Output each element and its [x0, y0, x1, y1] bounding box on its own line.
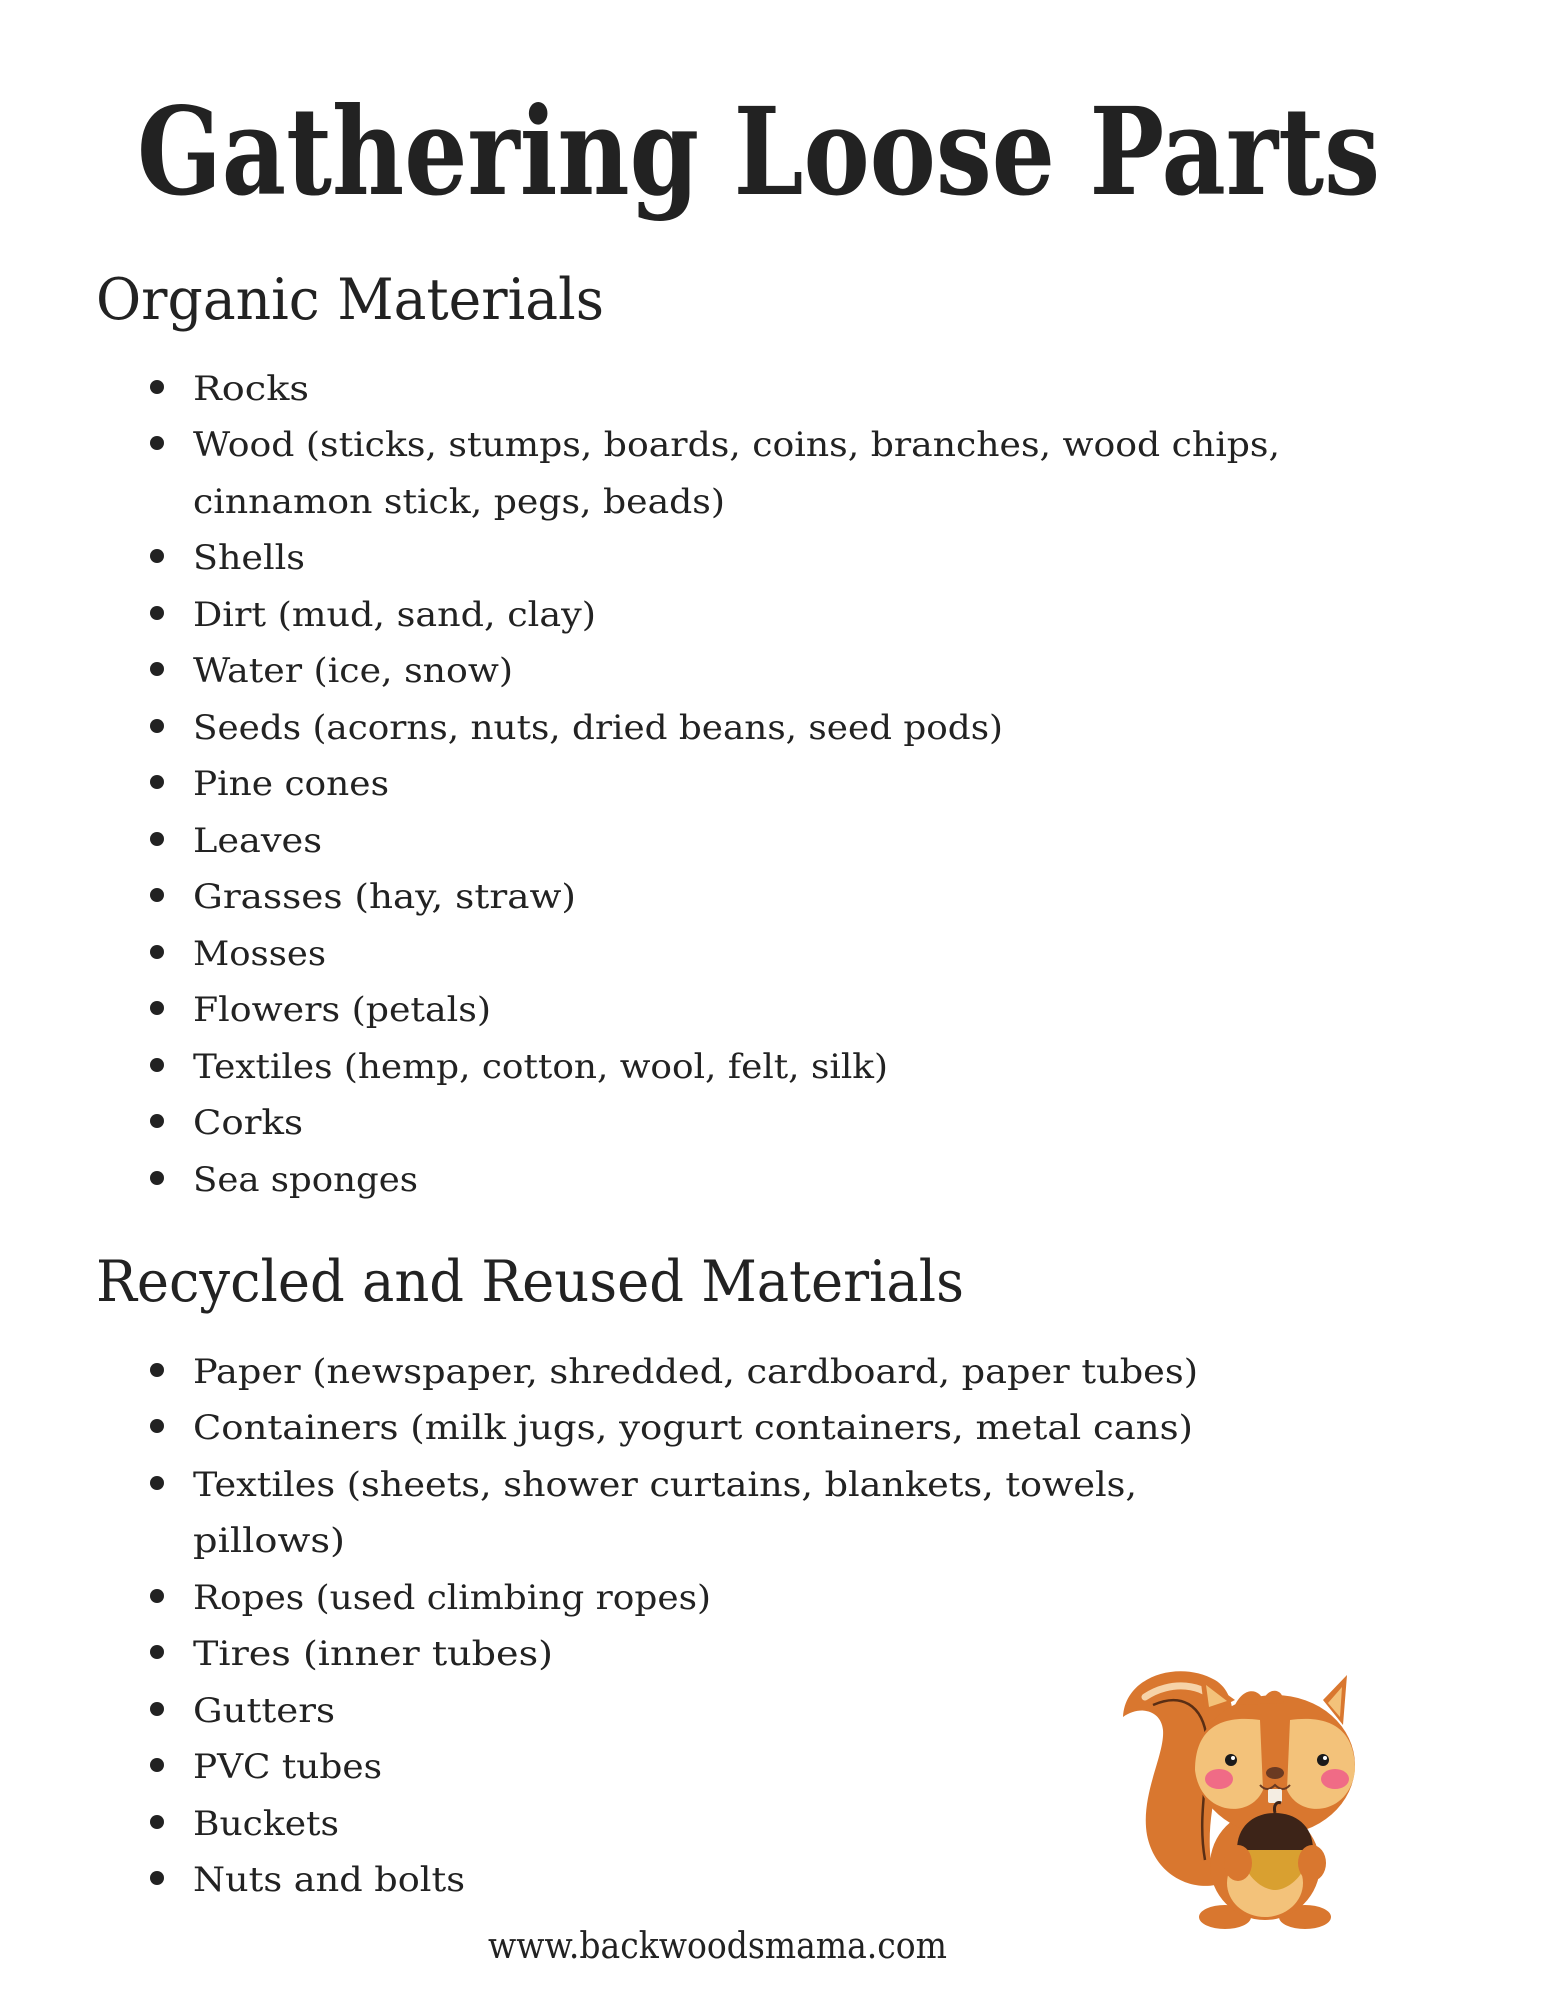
- list-item-text: Ropes (used climbing ropes): [193, 1577, 711, 1618]
- bullet-icon: [150, 1815, 164, 1829]
- bullet-icon: [150, 1871, 164, 1885]
- bullet-icon: [150, 1702, 164, 1716]
- list-item-text: Tires (inner tubes): [193, 1633, 553, 1674]
- squirrel-eye-right: [1317, 1754, 1329, 1766]
- bullet-icon: [150, 888, 164, 902]
- list-item-text: Textiles (hemp, cotton, wool, felt, silk): [193, 1046, 889, 1087]
- bullet-icon: [150, 436, 164, 450]
- list-item-text: Sea sponges: [193, 1159, 418, 1200]
- list-item-text: Mosses: [193, 933, 326, 974]
- list-item-text: Nuts and bolts: [193, 1859, 465, 1900]
- bullet-icon: [150, 1114, 164, 1128]
- bullet-icon: [150, 1419, 164, 1433]
- list-item-text: Leaves: [193, 820, 322, 861]
- bullet-icon: [150, 606, 164, 620]
- bullet-icon: [150, 775, 164, 789]
- list-item-text: Gutters: [193, 1690, 335, 1731]
- bullet-icon: [150, 380, 164, 394]
- list-item-text-continued: cinnamon stick, pegs, beads): [193, 481, 725, 522]
- bullet-icon: [150, 1058, 164, 1072]
- bullet-icon: [150, 549, 164, 563]
- page-title: Gathering Loose Parts: [137, 80, 1380, 224]
- list-item-text: Corks: [193, 1102, 303, 1143]
- bullet-icon: [150, 1589, 164, 1603]
- list-item-text: Seeds (acorns, nuts, dried beans, seed pods): [193, 707, 1003, 748]
- list-item-text: Containers (milk jugs, yogurt containers, metal cans): [193, 1407, 1193, 1448]
- bullet-icon: [150, 662, 164, 676]
- list-item-text: Paper (newspaper, shredded, cardboard, paper tubes): [193, 1351, 1198, 1392]
- list-item-text: Flowers (petals): [193, 989, 492, 1030]
- list-item-text: Textiles (sheets, shower curtains, blankets, towels,: [193, 1464, 1137, 1505]
- bullet-icon: [150, 1476, 164, 1490]
- list-item-text: Grasses (hay, straw): [193, 876, 576, 917]
- list-item-text: Buckets: [193, 1803, 339, 1844]
- list-item-text: Dirt (mud, sand, clay): [193, 594, 596, 635]
- list-item-text: Wood (sticks, stumps, boards, coins, branches, wood chips,: [193, 424, 1280, 465]
- bullet-icon: [150, 1645, 164, 1659]
- bullet-icon: [150, 1001, 164, 1015]
- list-item-text: Water (ice, snow): [193, 650, 513, 691]
- bullet-icon: [150, 1758, 164, 1772]
- list-item-text: Pine cones: [193, 763, 389, 804]
- bullet-icon: [150, 1171, 164, 1185]
- bullet-icon: [150, 832, 164, 846]
- bullet-icon: [150, 1363, 164, 1377]
- section-heading-organic: Organic Materials: [96, 267, 604, 334]
- list-item-text: Rocks: [193, 368, 309, 409]
- list-item-text: Shells: [193, 537, 305, 578]
- bullet-icon: [150, 719, 164, 733]
- list-item-text: PVC tubes: [193, 1746, 382, 1787]
- bullet-icon: [150, 945, 164, 959]
- squirrel-eye-left: [1225, 1754, 1237, 1766]
- squirrel-holding-acorn-icon: [1085, 1655, 1365, 1935]
- website-url[interactable]: www.backwoodsmama.com: [488, 1926, 947, 1968]
- list-item-text-continued: pillows): [193, 1520, 345, 1561]
- section-heading-recycled: Recycled and Reused Materials: [96, 1249, 964, 1316]
